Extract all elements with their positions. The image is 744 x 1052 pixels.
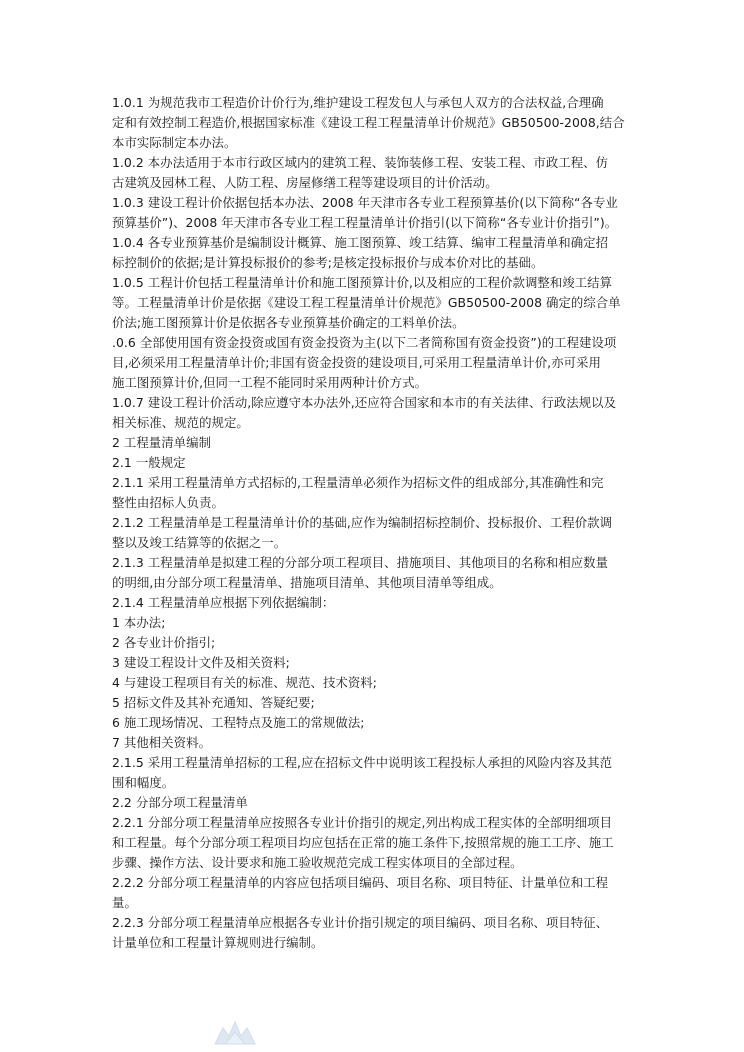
text-line: 施工图预算计价,但同一工程不能同时采用两种计价方式。 xyxy=(112,375,428,390)
text-line: 1.0.4 各专业预算基价是编制设计概算、施工图预算、竣工结算、编审工程量清单和确定招 xyxy=(112,235,609,250)
text-line: 价法;施工图预算计价是依据各专业预算基价确定的工料单价法。 xyxy=(112,315,465,330)
list-item: 7 其他相关资料。 xyxy=(112,735,212,750)
text-line: 围和幅度。 xyxy=(112,775,175,790)
text-line: 2.1.4 工程量清单应根据下列依据编制： xyxy=(112,595,335,610)
text-line: 量。 xyxy=(112,895,137,910)
text-line: 2.1.2 工程量清单是工程量清单计价的基础,应作为编制招标控制价、投标报价、工程价款调 xyxy=(112,515,613,530)
text-line: 整性由招标人负责。 xyxy=(112,495,224,510)
text-line: 和工程量。每个分部分项工程项目均应包括在正常的施工条件下,按照常规的施工工序、施工 xyxy=(112,835,614,850)
text-line: 预算基价”)、2008 年天津市各专业工程工程量清单计价指引(以下简称“各专业计价指引”)。 xyxy=(112,215,618,230)
text-line: 2.1.1 采用工程量清单方式招标的,工程量清单必须作为招标文件的组成部分,其准确性和完 xyxy=(112,475,604,490)
text-line: 2.2.1 分部分项工程量清单应按照各专业计价指引的规定,列出构成工程实体的全部明细项目 xyxy=(112,815,613,830)
text-line: 等。工程量清单计价是依据《建设工程工程量清单计价规范》GB50500-2008 确定的综合单 xyxy=(112,295,621,310)
list-item: 6 施工现场情况、工程特点及施工的常规做法; xyxy=(112,715,365,730)
subsection-heading: 2.1 一般规定 xyxy=(112,455,186,470)
text-line: 标控制价的依据;是计算投标报价的参考;是核定投标报价与成本价对比的基础。 xyxy=(112,255,544,270)
text-line: 本市实际制定本办法。 xyxy=(112,135,237,150)
text-line: 目,必须采用工程量清单计价;非国有资金投资的建设项目,可采用工程量清单计价,亦可采用 xyxy=(112,355,601,370)
text-line: 1.0.3 建设工程计价依据包括本办法、2008 年天津市各专业工程预算基价(以下简称“各专业 xyxy=(112,195,618,210)
list-item: 5 招标文件及其补充通知、答疑纪要; xyxy=(112,695,315,710)
list-item: 1 本办法; xyxy=(112,615,166,630)
text-line: 相关标准、规范的规定。 xyxy=(112,415,249,430)
watermark-logo-icon xyxy=(207,1014,263,1052)
section-heading: 2 工程量清单编制 xyxy=(112,435,212,450)
document-body xyxy=(112,93,634,953)
text-line: .0.6 全部使用国有资金投资或国有资金投资为主(以下二者简称国有资金投资”)的工程建设项 xyxy=(112,335,617,350)
text-line: 整以及竣工结算等的依据之一。 xyxy=(112,535,287,550)
text-line: 定和有效控制工程造价,根据国家标准《建设工程工程量清单计价规范》GB50500-2008,结合 xyxy=(112,115,625,130)
text-line: 步骤、操作方法、设计要求和施工验收规范完成工程实体项目的全部过程。 xyxy=(112,855,523,870)
text-line: 1.0.2 本办法适用于本市行政区域内的建筑工程、装饰装修工程、安装工程、市政工程、仿 xyxy=(112,155,609,170)
text-line: 2.1.5 采用工程量清单招标的工程,应在招标文件中说明该工程投标人承担的风险内容及其范 xyxy=(112,755,613,770)
subsection-heading: 2.2 分部分项工程量清单 xyxy=(112,795,248,810)
text-line: 1.0.1 为规范我市工程造价计价行为,维护建设工程发包人与承包人双方的合法权益,合理确 xyxy=(112,95,604,110)
text-line: 2.1.3 工程量清单是拟建工程的分部分项工程项目、措施项目、其他项目的名称和相应数量 xyxy=(112,555,609,570)
text-line: 古建筑及园林工程、人防工程、房屋修缮工程等建设项目的计价活动。 xyxy=(112,175,498,190)
text-line: 1.0.7 建设工程计价活动,除应遵守本办法外,还应符合国家和本市的有关法律、行政法规以及 xyxy=(112,395,617,410)
list-item: 2 各专业计价指引; xyxy=(112,635,216,650)
text-line: 2.2.2 分部分项工程量清单的内容应包括项目编码、项目名称、项目特征、计量单位和工程 xyxy=(112,875,609,890)
text-line: 1.0.5 工程计价包括工程量清单计价和施工图预算计价,以及相应的工程价款调整和竣工结算 xyxy=(112,275,613,290)
text-line: 计量单位和工程量计算规则进行编制。 xyxy=(112,935,324,950)
list-item: 3 建设工程设计文件及相关资料; xyxy=(112,655,290,670)
list-item: 4 与建设工程项目有关的标准、规范、技术资料; xyxy=(112,675,377,690)
text-line: 的明细,由分部分项工程量清单、措施项目清单、其他项目清单等组成。 xyxy=(112,575,502,590)
text-line: 2.2.3 分部分项工程量清单应根据各专业计价指引规定的项目编码、项目名称、项目特征、 xyxy=(112,915,609,930)
